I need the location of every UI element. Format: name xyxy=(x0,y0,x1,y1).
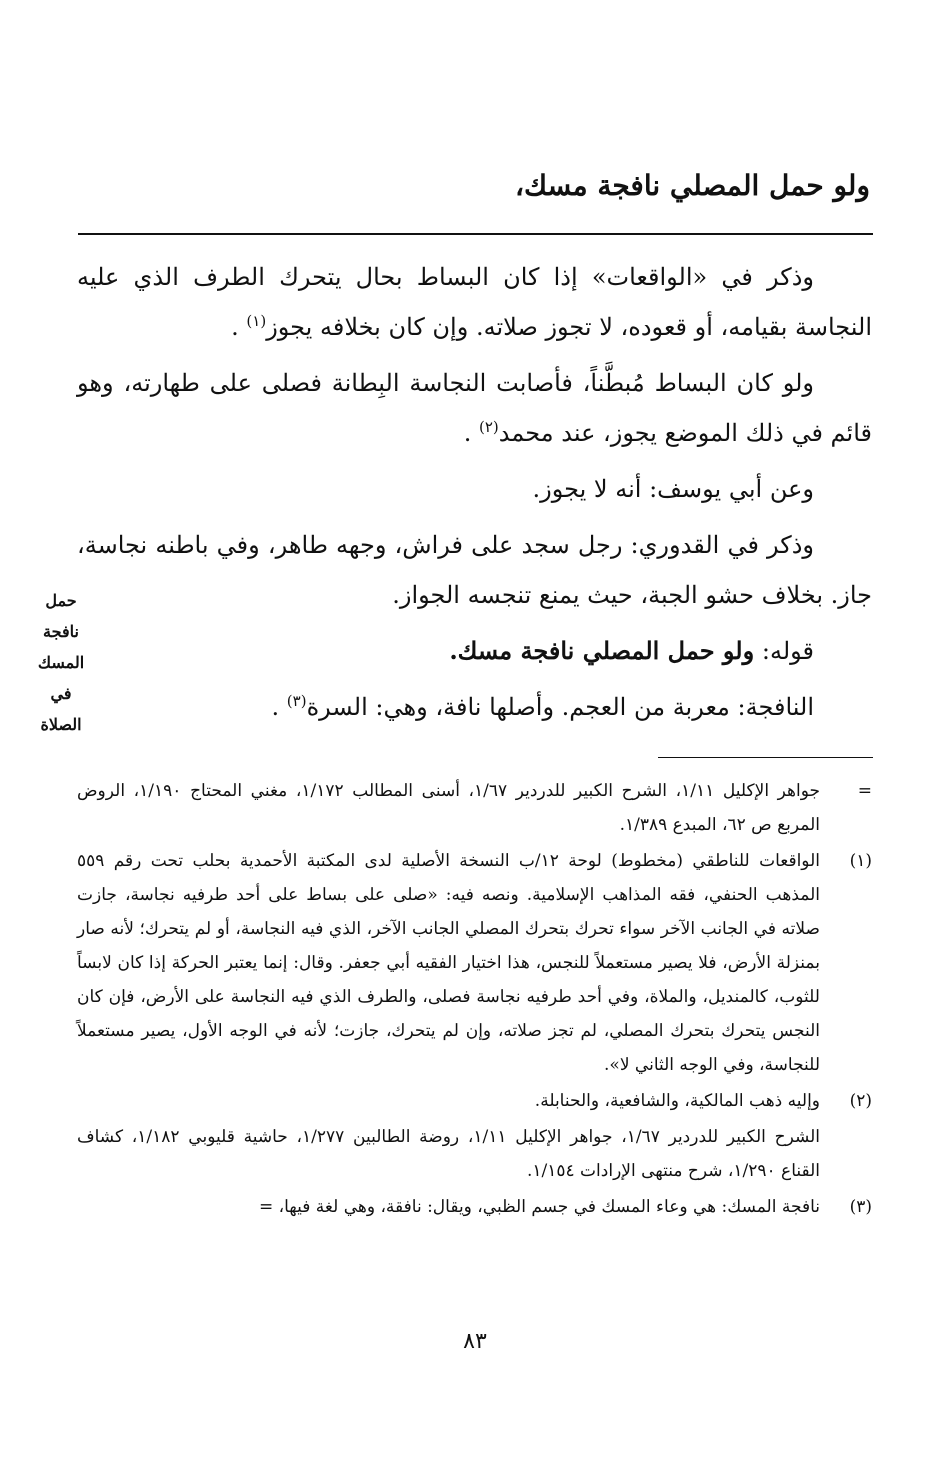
paragraph-waqiat: وذكر في «الواقعات» إذا كان البساط بحال يتحرك الطرف الذي عليه النجاسة بقيامه، أو قعوده، لا تجوز صلاته. وإن كان بخلافه يجوز$^{(١)}$ . xyxy=(77,263,872,341)
paragraph-text: ولو كان البساط مُبطَّناً، فأصابت النجاسة البِطانة فصلى على طهارته، وهو قائم في ذلك الموضع يجوز، عند محمد xyxy=(77,369,872,447)
footnote-ref: (٢) xyxy=(479,418,499,436)
footnote-ref: (١) xyxy=(246,312,267,330)
paragraph-text: النافجة: معربة من العجم. وأصلها نافة، وهي: السرة xyxy=(306,693,814,721)
margin-note-line: المسك xyxy=(37,653,85,672)
margin-note-line: نافجة xyxy=(43,622,79,641)
footnote-text: الشرح الكبير للدردير ١/٦٧، جواهر الإكليل ١/١١، روضة الطالبين ١/٢٧٧، حاشية قليوبي ١/١٨٢، كشاف القناع ١/٢٩٠، شرح منتهى الإرادات ١/١٥٤. xyxy=(77,1127,821,1181)
paragraph-quote xyxy=(77,626,872,676)
footnote-number: (٢) xyxy=(849,1091,872,1111)
footnote-number: (٣) xyxy=(849,1197,872,1217)
paragraph-abu-yusuf: وعن أبي يوسف: أنه لا يجوز. xyxy=(532,475,814,503)
paragraph-nafija: النافجة: معربة من العجم. وأصلها نافة، وهي: السرة$^{(٣)}$ . xyxy=(271,692,814,721)
footnote xyxy=(77,1190,872,1224)
footnote-rule xyxy=(658,757,873,758)
footnote-number: (١) xyxy=(849,851,872,871)
header-rule xyxy=(78,233,873,235)
margin-note-line: الصلاة xyxy=(40,715,82,734)
footnote-text: الواقعات للناطقي (مخطوط) لوحة ١٢/ب النسخة الأصلية لدى المكتبة الأحمدية بحلب تحت رقم ٥٥٩ المذهب الحنفي، فقه المذاهب الإسلامية. ونصه فيه: «صلى على بساط على أحد طرفيه نجاسة، جازت صلاته في الجانب الآخر سواء تحرك بتحرك المصلي الجانب الآخر، الذي فيه النجاسة، أو لم يتحرك؛ لأنه صار بمنزلة الأرض، فلا يصير مستعملاً للنجس، هذا اختيار الفقيه أبي جعفر. وقال: إنما يعتبر الحركة إذا كان لابساً للثوب، كالمنديل، والملاة، وفي أحد طرفيه نجاسة فصلى، والطرف الذي فيه النجاسة على الأرض، فإن كان النجس يتحرك بتحرك المصلي، لم تجز صلاته، وإن لم يتحرك، جازت؛ لأنه في الوجه الأول، يصير مستعملاً للنجاسة، وفي الوجه الثاني لا». xyxy=(77,851,820,1075)
margin-note-line: حمل xyxy=(45,591,77,610)
footnote-text: وإليه ذهب المالكية، والشافعية، والحنابلة. xyxy=(534,1091,820,1111)
main-text xyxy=(77,252,872,732)
paragraph-lined-carpet: ولو كان البساط مُبطَّناً، فأصابت النجاسة البِطانة فصلى على طهارته، وهو قائم في ذلك الموضع يجوز، عند محمد$^{(٢)}$ . xyxy=(77,369,872,447)
footnote xyxy=(77,1084,872,1118)
footnote-ref: (٣) xyxy=(286,692,307,710)
footnote-text: نافجة المسك: هي وعاء المسك في جسم الظبي، ويقال: نافقة، وهي لغة فيها، = xyxy=(258,1197,820,1217)
quote-lead: قوله: xyxy=(761,637,814,665)
margin-note-line: في xyxy=(50,684,72,703)
quote-bold: ولو حمل المصلي نافجة مسك. xyxy=(449,636,755,665)
paragraph-quduri: وذكر في القدوري: رجل سجد على فراش، وجهه طاهر، وفي باطنه نجاسة، جاز. بخلاف حشو الجبة، حيث يمنع تنجسه الجواز. xyxy=(77,531,872,609)
footnote xyxy=(77,844,872,1082)
footnote-number: = xyxy=(857,781,872,801)
running-header: ولو حمل المصلي نافجة مسك، xyxy=(514,169,870,202)
paragraph-text: وذكر في «الواقعات» إذا كان البساط بحال يتحرك الطرف الذي عليه النجاسة بقيامه، أو قعوده، لا تجوز صلاته. وإن كان بخلافه يجوز xyxy=(77,263,872,341)
page-number: ٨٣ xyxy=(463,1329,487,1354)
margin-note xyxy=(30,585,92,740)
footnote xyxy=(77,774,872,842)
footnote-continuation xyxy=(77,1120,872,1188)
footnote-text: جواهر الإكليل ١/١١، الشرح الكبير للدردير ١/٦٧، أسنى المطالب ١/١٧٢، مغني المحتاج ١/١٩٠، الروض المربع ص ٦٢، المبدع ١/٣٨٩. xyxy=(77,781,821,835)
footnotes xyxy=(77,774,872,1226)
